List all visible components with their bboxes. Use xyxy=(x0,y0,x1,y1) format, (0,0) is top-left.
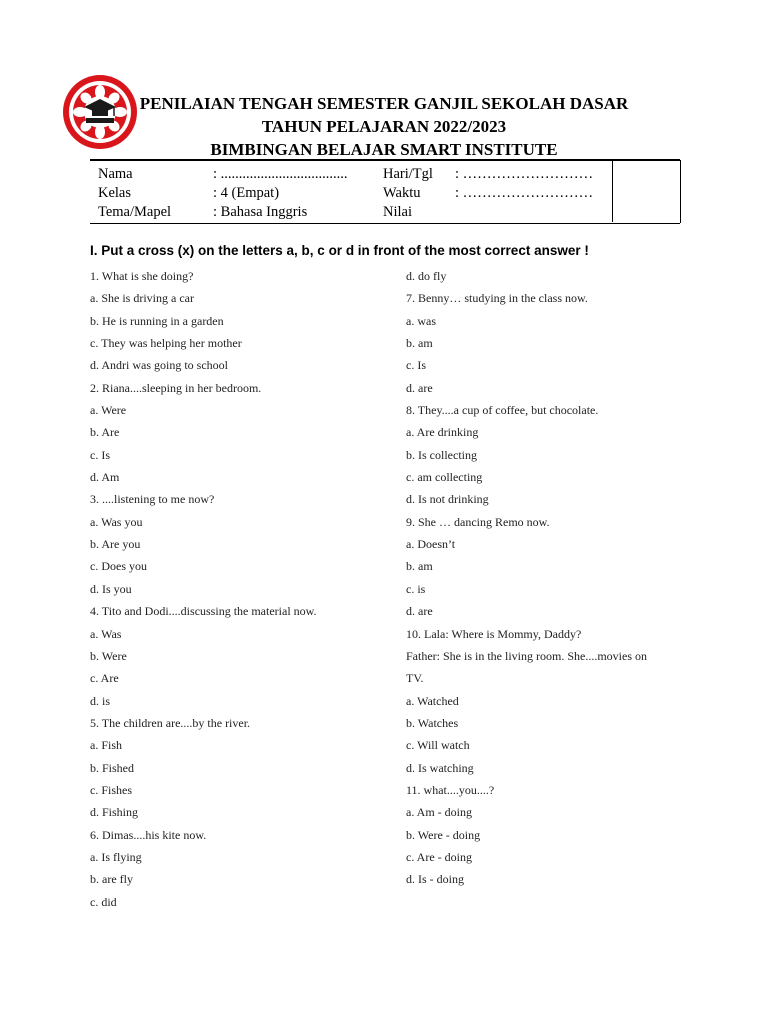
answer-option: b. Fished xyxy=(90,760,135,775)
answer-option: c. am collecting xyxy=(406,470,483,485)
hari-value: : ……………………… xyxy=(455,166,594,182)
question-item: 9. She … dancing Remo now. xyxy=(406,514,550,529)
answer-option: b. Watches xyxy=(406,715,459,730)
answer-option: c. is xyxy=(406,581,426,596)
answer-option: d. are xyxy=(406,380,433,395)
answer-option: a. Was xyxy=(90,626,122,641)
waktu-label: Waktu xyxy=(383,185,421,201)
answer-option: a. Am - doing xyxy=(406,805,472,820)
answer-option: a. Were xyxy=(90,403,127,418)
right-column xyxy=(406,265,676,891)
title-line-2: TAHUN PELAJARAN 2022/2023 xyxy=(261,117,507,136)
question-item: 3. ....listening to me now? xyxy=(90,492,215,507)
nilai-label: Nilai xyxy=(383,204,412,220)
answer-option: c. Are xyxy=(90,671,119,686)
question-item: 6. Dimas....his kite now. xyxy=(90,827,207,842)
kelas-label: Kelas xyxy=(98,185,132,201)
question-text: TV. xyxy=(406,671,424,686)
title-line-3: BIMBINGAN BELAJAR SMART INSTITUTE xyxy=(210,140,558,159)
answer-option: b. am xyxy=(406,559,433,574)
question-item: 4. Tito and Dodi....discussing the material now. xyxy=(90,604,317,619)
kelas-value: : 4 (Empat) xyxy=(213,185,280,201)
answer-option: b. Are you xyxy=(90,537,141,552)
identity-bottom-rule xyxy=(90,223,680,224)
question-item: 8. They....a cup of coffee, but chocolate. xyxy=(406,403,599,418)
answer-option: a. Fish xyxy=(90,738,123,753)
answer-option: b. are fly xyxy=(90,872,133,887)
waktu-value: : ……………………… xyxy=(455,185,594,201)
answer-option: d. Is watching xyxy=(406,760,474,775)
left-column xyxy=(90,265,390,913)
nama-label: Nama xyxy=(98,166,133,182)
question-item: 1. What is she doing? xyxy=(90,269,194,283)
identity-right-border-1 xyxy=(612,160,613,222)
tema-value: : Bahasa Inggris xyxy=(213,204,308,220)
question-item: 7. Benny… studying in the class now. xyxy=(406,291,588,306)
answer-option: d. are xyxy=(406,604,433,619)
answer-option: a. Is flying xyxy=(90,849,142,864)
answer-option: a. Are drinking xyxy=(406,425,479,440)
answer-option: b. Is collecting xyxy=(406,447,477,462)
answer-option: c. Fishes xyxy=(90,782,132,797)
answer-option: b. Are xyxy=(90,425,120,440)
answer-option: c. Does you xyxy=(90,559,147,574)
instruction: I. Put a cross (x) on the letters a, b, c or d in front of the most correct answer ! xyxy=(90,243,589,258)
header-rule xyxy=(90,159,680,161)
answer-option: c. did xyxy=(90,894,117,909)
answer-option: d. Is not drinking xyxy=(406,492,489,507)
tema-label: Tema/Mapel xyxy=(98,204,172,220)
answer-option: c. They was helping her mother xyxy=(90,336,242,351)
question-text: Father: She is in the living room. She....movies on xyxy=(406,648,647,663)
answer-option: b. Were - doing xyxy=(406,827,481,842)
answer-option: d. do fly xyxy=(406,269,447,283)
answer-option: c. Are - doing xyxy=(406,849,472,864)
answer-option: c. Is xyxy=(90,447,110,462)
answer-option: b. am xyxy=(406,336,433,351)
answer-option: c. Is xyxy=(406,358,426,373)
answer-option: d. Andri was going to school xyxy=(90,358,228,373)
answer-option: a. She is driving a car xyxy=(90,291,194,306)
answer-option: a. Was you xyxy=(90,514,143,529)
answer-option: d. Fishing xyxy=(90,805,139,820)
answer-option: d. is xyxy=(90,693,111,708)
question-item: 11. what....you....? xyxy=(406,782,495,797)
answer-option: a. was xyxy=(406,313,436,328)
answer-option: d. Is you xyxy=(90,581,132,596)
title-line-1: PENILAIAN TENGAH SEMESTER GANJIL SEKOLAH DASAR xyxy=(139,94,629,113)
nama-value: : ................................... xyxy=(213,166,348,182)
hari-label: Hari/Tgl xyxy=(383,166,433,182)
answer-option: b. Were xyxy=(90,648,127,663)
answer-option: b. He is running in a garden xyxy=(90,313,224,328)
identity-right-border-2 xyxy=(680,160,681,223)
question-item: 5. The children are....by the river. xyxy=(90,715,251,730)
question-item: 2. Riana....sleeping in her bedroom. xyxy=(90,380,262,395)
answer-option: d. Am xyxy=(90,470,120,485)
answer-option: a. Watched xyxy=(406,693,459,708)
answer-option: a. Doesn’t xyxy=(406,537,456,552)
answer-option: c. Will watch xyxy=(406,738,470,753)
question-item: 10. Lala: Where is Mommy, Daddy? xyxy=(406,626,582,641)
answer-option: d. Is - doing xyxy=(406,872,464,887)
